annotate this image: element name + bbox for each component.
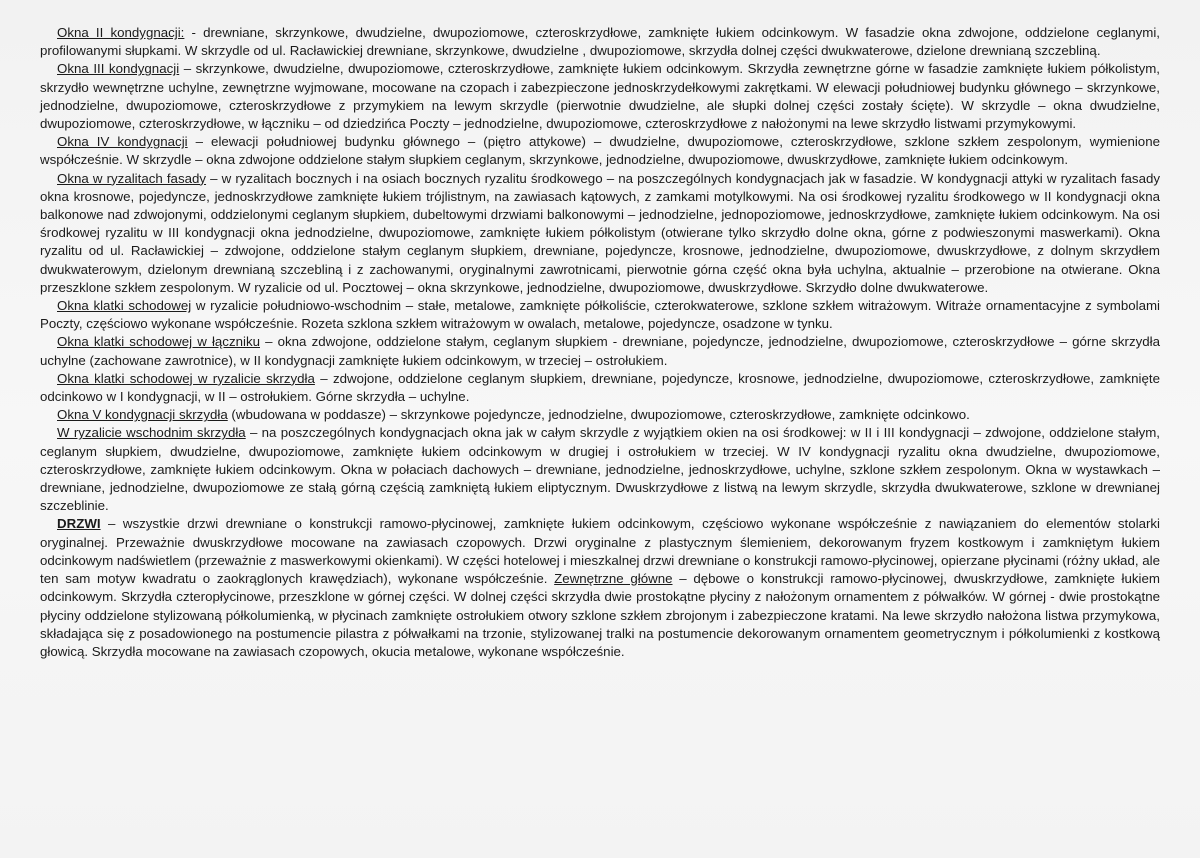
text-drzwi-zewnetrzne: – dębowe o konstrukcji ramowo-płycinowej, dwuskrzydłowe, zamknięte łukiem odcinkowym. Skrzydła czteropłycinowe, przeszklone w górnej części. W dolnej części skrzydła dwie prostokątne płyciny z nałożonym ornamentem z półwałków. W górnej - dwie prostokątne płyciny oddzielone stylizowaną półkolumienką, w płycinach zamknięte ostrołukiem otwory szklone szkłem zbrojonym i zabezpieczone kratami. Na lewe skrzydło nałożona listwa przymykowa, składająca się z posadowionego na postumencie pilastra z półwałkami na trzonie, stylizowanej tralki na postumencie dekorowanym ornamentem geometrycznym i półkolumienki z kostkową głowicą. Skrzydła mocowane na zawiasach czopowych, okucia metalowe, wykonane współcześnie. — [40, 571, 1160, 659]
heading-okna-ryzality: Okna w ryzalitach fasady — [57, 170, 207, 186]
text-klatka-lacznik: – okna zdwojone, oddzielone stałym, ceglanym słupkiem - drewniane, pojedyncze, jednodzielne, dwupoziomowe, czteroskrzydłowe – górne skrzydła uchylne (zachowane zawrotnice), w II kondygnacji zamknięte łukiem odcinkowym, w trzeciej – ostrołukiem. — [40, 334, 1160, 368]
heading-drzwi: DRZWI — [57, 516, 101, 532]
paragraph-okna-iii — [40, 60, 1160, 133]
text-drzwi-intro: – wszystkie drzwi drewniane o konstrukcji ramowo-płycinowej, zamknięte łukiem odcinkowym, częściowo wykonane współcześnie z nawiązaniem do elementów stolarki oryginalnej. Przeważnie dwuskrzydłowe mocowane na zawiasach czopowych. Drzwi oryginalne z plastycznym ślemieniem, dekorowanym fryzem kostkowym i zamkniętym łukiem odcinkowym nadświetlem (przeważnie z maswerkowymi okienkami). W części hotelowej i mieszkalnej drzwi drewniane o konstrukcji ramowo-płycinowej, opierzane płycinami (różny układ, ale ten sam motyw kwadratu o zaokrąglonych krawędziach), wykonane współcześnie. — [40, 516, 1160, 587]
text-okna-iv: – elewacji południowej budynku głównego – (piętro attykowe) – dwudzielne, dwupoziomowe, czteroskrzydłowe, szklone szkłem zespolonym, wymienione współcześnie. W skrzydle – okna zdwojone oddzielone stałym słupkiem ceglanym, skrzynkowe, jednodzielne, dwupoziomowe, dwuskrzydłowe, zamknięte łukiem odcinkowym. — [40, 134, 1160, 168]
paragraph-okna-iv — [40, 133, 1160, 169]
heading-ryzalit-wschodni: W ryzalicie wschodnim skrzydła — [57, 425, 246, 441]
text-ryzalit-wschodni: – na poszczególnych kondygnacjach okna jak w całym skrzydle z wyjątkiem okien na osi środkowej: w II i III kondygnacji – zdwojone, oddzielone stałym, ceglanym słupkiem, dwudzielne, dwupoziomowe, zamknięte łukiem odcinkowym w drugiej i ostrołukiem w trzeciej. W IV kondygnacji ryzalitu okna dwudzielne, dwupoziomowe, czteroskrzydłowe, zamknięte łukiem odcinkowym. Okna w połaciach dachowych – drewniane, jednodzielne, jednoskrzydłowe, uchylne, szklone szkłem zespolonym. Okna w wystawkach – drewniane, jednodzielne, dwupoziomowe ze stałą górną częścią zamkniętą łukiem eliptycznym. Dwuskrzydłowe z listwą na lewym skrzydle, skrzydła dwukwaterowe, szklone w drewnianej szczeblinie. — [40, 425, 1160, 514]
paragraph-drzwi — [40, 515, 1160, 661]
text-klatka-schodowa: w ryzalicie południowo-wschodnim – stałe, metalowe, zamknięte półkoliście, czterokwaterowe, szklone szkłem witrażowym. Witraże ornamentacyjne z symbolami Poczty, częściowo wykonane współcześnie. Rozeta szklona szkłem witrażowym w owalach, metalowe, pojedyncze, osadzone w tynku. — [40, 298, 1160, 332]
paragraph-okna-v — [40, 406, 1160, 424]
paragraph-klatka-skrzydlo — [40, 370, 1160, 406]
text-okna-iii: – skrzynkowe, dwudzielne, dwupoziomowe, czteroskrzydłowe, zamknięte łukiem odcinkowym. Skrzydła zewnętrzne górne w fasadzie zamknięte łukiem półkolistym, skrzydło wewnętrzne uchylne, zewnętrzne wyjmowane, mocowane na czopach i zabezpieczone jednoskrzydełkowymi zakrętkami. W elewacji południowej budynku głównego – skrzynkowe, jednodzielne, dwupoziomowe, czteroskrzydłowe z przymykiem na lewym skrzydle (pierwotnie dwudzielne, ale słupki dolnej części zostały ścięte). W skrzydle – okna dwudzielne, dwupoziomowe, czteroskrzydłowe, w łączniku – od dziedzińca Poczty – jednodzielne, dwupoziomowe, czteroskrzydłowe z nałożonymi na lewe skrzydło listwami przymykowymi. — [40, 61, 1161, 132]
heading-okna-iv: Okna IV kondygnacji — [57, 134, 188, 150]
heading-klatka-lacznik: Okna klatki schodowej w łączniku — [57, 334, 260, 350]
heading-zewnetrzne-glowne: Zewnętrzne główne — [554, 571, 673, 587]
heading-klatka-schodowa: Okna klatki schodowej — [57, 298, 192, 314]
heading-okna-iii: Okna III kondygnacji — [57, 61, 180, 77]
heading-okna-v: Okna V kondygnacji skrzydła — [57, 407, 228, 423]
paragraph-okna-ryzality — [40, 170, 1160, 297]
paragraph-klatka-schodowa — [40, 297, 1160, 333]
paragraph-okna-ii — [40, 24, 1160, 60]
text-okna-ryzality: – w ryzalitach bocznych i na osiach bocznych ryzalitu środkowego – na poszczególnych kondygnacjach jak w fasadzie. W kondygnacji attyki w ryzalitach fasady okna krosnowe, pojedyncze, jednoskrzydłowe zamknięte łukiem trójlistnym, na zawiasach kątowych, z zamkami motylkowymi. Na osi środkowej ryzalitu środkowego w II kondygnacji okna balkonowe nad zdwojonymi, oddzielonymi ceglanym słupkiem, dubeltowymi drzwiami balkonowymi – jednodzielne, jednopoziomowe, jednoskrzydłowe, zamknięte łukiem odcinkowym. Na osi środkowej ryzalitu w III kondygnacji okna jednodzielne, dwupoziomowe, zamknięte łukiem półkolistym (otwierane tylko skrzydło dolne okna, górne z podwieszonymi maswerkami). Okna ryzalitu od ul. Racławickiej – zdwojone, oddzielone stałym ceglanym słupkiem, drewniane, pojedyncze, krosnowe, jednodzielne, dwupoziomowe, dwuskrzydłowe, z dolnym skrzydłem dwukwaterowym, dzielonym drewnianą szczebliną i z zachowanymi, oryginalnymi zawrotnicami, pierwotnie górna część okna była uchylna, aktualnie – przerobione na otwierane. Okna przeszklone szkłem zespolonym. W ryzalicie od ul. Pocztowej – okna skrzynkowe, jednodzielne, dwupoziomowe, dwuskrzydłowe. Skrzydło dolne dwukwaterowe. — [40, 170, 1161, 295]
heading-okna-ii: Okna II kondygnacji: — [57, 25, 185, 40]
paragraph-ryzalit-wschodni — [40, 424, 1160, 515]
document-body — [40, 24, 1160, 661]
text-okna-ii: - drewniane, skrzynkowe, dwudzielne, dwupoziomowe, czteroskrzydłowe, zamknięte łukiem odcinkowym. W fasadzie okna zdwojone, oddzielone ceglanymi, profilowanymi słupkami. W skrzydle od ul. Racławickiej drewniane, skrzynkowe, dwudzielne , dwupoziomowe, skrzydła dolnej części dwukwaterowe, dzielone drewnianą szczebliną. — [40, 25, 1160, 59]
text-okna-v: (wbudowana w poddasze) – skrzynkowe pojedyncze, jednodzielne, dwupoziomowe, czteroskrzydłowe, zamknięte odcinkowo. — [227, 407, 970, 423]
text-klatka-skrzydlo: – zdwojone, oddzielone ceglanym słupkiem, drewniane, pojedyncze, krosnowe, jednodzielne, dwupoziomowe, czteroskrzydłowe, zamknięte odcinkowo w I kondygnacji, w II – ostrołukiem. Górne skrzydła – uchylne. — [40, 370, 1160, 405]
heading-klatka-skrzydlo: Okna klatki schodowej w ryzalicie skrzydła — [57, 370, 315, 386]
paragraph-klatka-lacznik — [40, 333, 1160, 369]
